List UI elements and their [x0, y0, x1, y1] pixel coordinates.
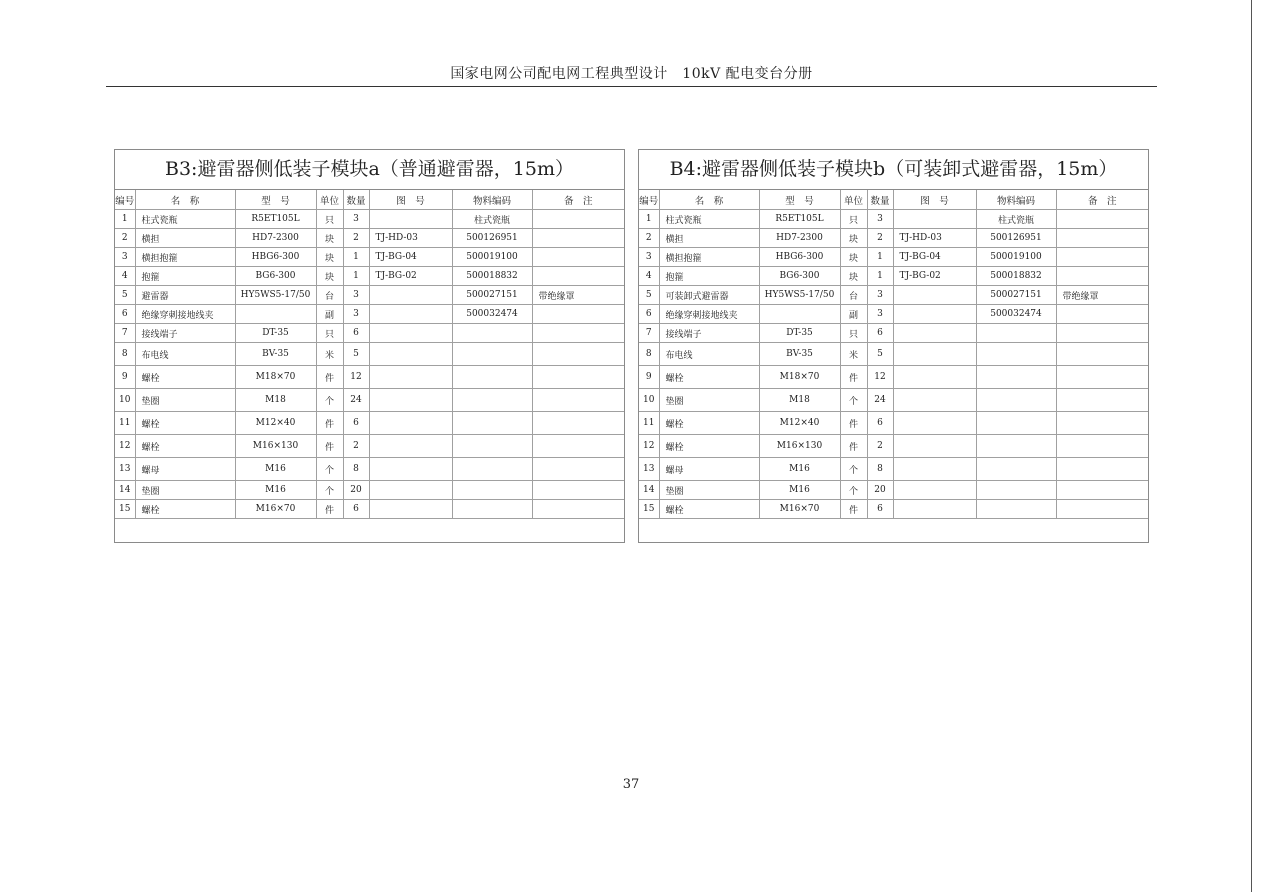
col-index: 9: [115, 366, 135, 389]
col-material-code: 500027151: [976, 286, 1056, 305]
col-material-code: [976, 500, 1056, 519]
col-drawing-no: [369, 412, 452, 435]
col-remark: [1056, 267, 1148, 286]
col-material-code: [452, 435, 532, 458]
col-remark: [1056, 500, 1148, 519]
col-drawing-no: [369, 210, 452, 229]
col-drawing-no: [893, 458, 976, 481]
col-unit: 个: [316, 389, 343, 412]
table-row: [115, 324, 624, 343]
col-name: 横担: [659, 229, 759, 248]
col-index: 7: [115, 324, 135, 343]
col-quantity: 12: [343, 366, 369, 389]
col-remark: [1056, 210, 1148, 229]
col-model: DT-35: [235, 324, 316, 343]
col-model: M16: [759, 481, 840, 500]
col-drawing-no: [369, 500, 452, 519]
col-unit: 米: [840, 343, 867, 366]
module-title: B4:避雷器侧低装子模块b（可装卸式避雷器，15m）: [639, 150, 1148, 190]
header-col-remark: 备 注: [1056, 190, 1148, 210]
header-col-remark: 备 注: [532, 190, 624, 210]
header-col-model: 型 号: [235, 190, 316, 210]
table-row: [115, 481, 624, 500]
col-material-code: 500126951: [976, 229, 1056, 248]
table-row: [639, 305, 1148, 324]
col-index: 14: [115, 481, 135, 500]
col-material-code: [452, 324, 532, 343]
col-material-code: 500019100: [452, 248, 532, 267]
col-name: 柱式瓷瓶: [135, 210, 235, 229]
col-quantity: 6: [867, 324, 893, 343]
col-model: BG6-300: [235, 267, 316, 286]
col-index: 4: [639, 267, 659, 286]
header-col-material-code: 物料编码: [976, 190, 1056, 210]
col-remark: [532, 500, 624, 519]
table-row: [639, 324, 1148, 343]
col-remark: [1056, 229, 1148, 248]
col-quantity: 3: [343, 210, 369, 229]
table-row: [639, 267, 1148, 286]
col-model: R5ET105L: [759, 210, 840, 229]
col-index: 7: [639, 324, 659, 343]
col-quantity: 1: [867, 267, 893, 286]
col-drawing-no: [369, 458, 452, 481]
col-remark: [532, 412, 624, 435]
col-drawing-no: [893, 210, 976, 229]
col-model: M16: [759, 458, 840, 481]
col-remark: [532, 366, 624, 389]
col-unit: 件: [316, 366, 343, 389]
col-remark: [532, 229, 624, 248]
table-row: [639, 343, 1148, 366]
col-drawing-no: [369, 389, 452, 412]
col-material-code: 柱式瓷瓶: [452, 210, 532, 229]
col-material-code: [976, 343, 1056, 366]
col-quantity: 1: [343, 248, 369, 267]
col-unit: 只: [316, 324, 343, 343]
table-row: [115, 412, 624, 435]
col-unit: 件: [316, 435, 343, 458]
col-quantity: 3: [343, 286, 369, 305]
col-index: 9: [639, 366, 659, 389]
col-unit: 块: [840, 229, 867, 248]
table-row: [115, 286, 624, 305]
header-col-unit: 单位: [840, 190, 867, 210]
table-row: [639, 389, 1148, 412]
col-unit: 件: [840, 412, 867, 435]
col-quantity: 20: [343, 481, 369, 500]
col-name: 螺栓: [659, 412, 759, 435]
col-name: 绝缘穿刺接地线夹: [135, 305, 235, 324]
col-remark: [532, 435, 624, 458]
col-model: M12×40: [235, 412, 316, 435]
col-material-code: 500019100: [976, 248, 1056, 267]
col-index: 12: [639, 435, 659, 458]
table-row: [115, 389, 624, 412]
col-drawing-no: [369, 435, 452, 458]
col-index: 5: [115, 286, 135, 305]
col-drawing-no: [893, 305, 976, 324]
table-row: [115, 366, 624, 389]
col-name: 抱箍: [659, 267, 759, 286]
col-remark: [1056, 481, 1148, 500]
col-drawing-no: [893, 343, 976, 366]
col-material-code: [452, 458, 532, 481]
table-row: [115, 229, 624, 248]
page-header: 国家电网公司配电网工程典型设计 10kV 配电变台分册: [106, 64, 1157, 87]
col-quantity: 3: [867, 305, 893, 324]
header-col-index: 编号: [639, 190, 659, 210]
table-row: [639, 286, 1148, 305]
col-quantity: 24: [867, 389, 893, 412]
col-name: 布电线: [135, 343, 235, 366]
col-name: 垫圈: [659, 389, 759, 412]
col-drawing-no: [369, 324, 452, 343]
col-drawing-no: [893, 286, 976, 305]
col-drawing-no: [369, 305, 452, 324]
col-material-code: [976, 389, 1056, 412]
page-number: 37: [622, 777, 640, 792]
col-remark: [1056, 248, 1148, 267]
col-unit: 只: [316, 210, 343, 229]
col-unit: 件: [840, 500, 867, 519]
col-quantity: 3: [867, 210, 893, 229]
header-col-drawing-no: 图 号: [369, 190, 452, 210]
col-unit: 个: [840, 389, 867, 412]
col-drawing-no: TJ-BG-02: [893, 267, 976, 286]
col-remark: [1056, 458, 1148, 481]
col-model: BG6-300: [759, 267, 840, 286]
header-col-quantity: 数量: [343, 190, 369, 210]
col-index: 1: [115, 210, 135, 229]
col-model: DT-35: [759, 324, 840, 343]
col-material-code: [976, 366, 1056, 389]
col-remark: [1056, 366, 1148, 389]
col-material-code: [976, 412, 1056, 435]
col-name: 螺栓: [135, 500, 235, 519]
col-quantity: 2: [867, 229, 893, 248]
col-material-code: 500018832: [452, 267, 532, 286]
col-model: HY5WS5-17/50: [235, 286, 316, 305]
col-drawing-no: TJ-BG-04: [369, 248, 452, 267]
module-table-b4: [638, 149, 1149, 543]
col-index: 6: [639, 305, 659, 324]
table-row: [115, 267, 624, 286]
col-model: M18: [235, 389, 316, 412]
col-material-code: 500032474: [976, 305, 1056, 324]
col-index: 1: [639, 210, 659, 229]
table-row: [639, 210, 1148, 229]
col-index: 2: [639, 229, 659, 248]
col-index: 11: [115, 412, 135, 435]
col-drawing-no: TJ-BG-04: [893, 248, 976, 267]
col-model: M18×70: [759, 366, 840, 389]
col-quantity: 6: [343, 500, 369, 519]
table-row: [639, 481, 1148, 500]
module-title: B3:避雷器侧低装子模块a（普通避雷器，15m）: [115, 150, 624, 190]
table-row: [115, 248, 624, 267]
col-name: 螺栓: [135, 366, 235, 389]
col-drawing-no: [369, 481, 452, 500]
col-index: 15: [639, 500, 659, 519]
col-index: 2: [115, 229, 135, 248]
col-index: 3: [639, 248, 659, 267]
col-remark: [532, 305, 624, 324]
col-quantity: 8: [867, 458, 893, 481]
col-name: 螺栓: [135, 412, 235, 435]
col-index: 13: [115, 458, 135, 481]
col-drawing-no: TJ-HD-03: [893, 229, 976, 248]
col-unit: 个: [316, 458, 343, 481]
col-model: M16: [235, 458, 316, 481]
col-quantity: 6: [867, 412, 893, 435]
col-material-code: 500032474: [452, 305, 532, 324]
col-drawing-no: TJ-HD-03: [369, 229, 452, 248]
col-name: 柱式瓷瓶: [659, 210, 759, 229]
col-material-code: [976, 458, 1056, 481]
col-index: 6: [115, 305, 135, 324]
col-remark: [1056, 435, 1148, 458]
col-model: M16×70: [235, 500, 316, 519]
col-quantity: 6: [343, 412, 369, 435]
col-unit: 只: [840, 210, 867, 229]
col-name: 垫圈: [659, 481, 759, 500]
table-row: [115, 343, 624, 366]
col-drawing-no: [893, 481, 976, 500]
col-model: M16×70: [759, 500, 840, 519]
header-col-quantity: 数量: [867, 190, 893, 210]
table-row: [639, 248, 1148, 267]
col-material-code: 柱式瓷瓶: [976, 210, 1056, 229]
col-index: 10: [639, 389, 659, 412]
col-model: [235, 305, 316, 324]
col-unit: 件: [316, 500, 343, 519]
col-name: 螺栓: [659, 500, 759, 519]
col-material-code: [452, 412, 532, 435]
table-row: [115, 305, 624, 324]
table-row: [115, 210, 624, 229]
col-remark: [532, 458, 624, 481]
col-remark: 带绝缘罩: [1056, 286, 1148, 305]
col-name: 接线端子: [659, 324, 759, 343]
col-unit: 个: [316, 481, 343, 500]
col-remark: [1056, 389, 1148, 412]
col-name: 垫圈: [135, 389, 235, 412]
bill-of-materials-table: [115, 190, 624, 519]
col-unit: 个: [840, 458, 867, 481]
col-model: M18×70: [235, 366, 316, 389]
col-drawing-no: [893, 389, 976, 412]
col-quantity: 20: [867, 481, 893, 500]
col-model: M18: [759, 389, 840, 412]
col-unit: 块: [316, 267, 343, 286]
col-index: 13: [639, 458, 659, 481]
table-row: [115, 500, 624, 519]
col-unit: 件: [316, 412, 343, 435]
col-unit: 副: [316, 305, 343, 324]
col-index: 3: [115, 248, 135, 267]
col-model: M12×40: [759, 412, 840, 435]
module-table-b3: [114, 149, 625, 543]
col-remark: [532, 267, 624, 286]
page-edge-rule: [1251, 0, 1252, 892]
col-name: 横担抱箍: [135, 248, 235, 267]
col-quantity: 2: [343, 229, 369, 248]
col-quantity: 6: [867, 500, 893, 519]
table-header-row: [115, 190, 624, 210]
col-quantity: 5: [867, 343, 893, 366]
col-model: HD7-2300: [759, 229, 840, 248]
col-remark: [532, 481, 624, 500]
col-name: 接线端子: [135, 324, 235, 343]
col-remark: [532, 324, 624, 343]
header-col-drawing-no: 图 号: [893, 190, 976, 210]
col-unit: 只: [840, 324, 867, 343]
col-quantity: 1: [343, 267, 369, 286]
table-row: [639, 229, 1148, 248]
col-index: 8: [639, 343, 659, 366]
col-material-code: 500126951: [452, 229, 532, 248]
col-unit: 个: [840, 481, 867, 500]
col-unit: 副: [840, 305, 867, 324]
col-name: 螺母: [659, 458, 759, 481]
col-material-code: [452, 500, 532, 519]
table-row: [639, 366, 1148, 389]
col-model: [759, 305, 840, 324]
col-material-code: [976, 435, 1056, 458]
col-quantity: 8: [343, 458, 369, 481]
bill-of-materials-table: [639, 190, 1148, 519]
col-remark: [532, 389, 624, 412]
col-drawing-no: [893, 435, 976, 458]
col-quantity: 12: [867, 366, 893, 389]
col-material-code: [976, 324, 1056, 343]
col-material-code: 500027151: [452, 286, 532, 305]
col-name: 可装卸式避雷器: [659, 286, 759, 305]
col-drawing-no: [369, 366, 452, 389]
col-unit: 块: [840, 267, 867, 286]
col-remark: [1056, 305, 1148, 324]
col-model: BV-35: [235, 343, 316, 366]
col-index: 4: [115, 267, 135, 286]
header-col-material-code: 物料编码: [452, 190, 532, 210]
col-model: HD7-2300: [235, 229, 316, 248]
table-header-row: [639, 190, 1148, 210]
col-remark: [1056, 343, 1148, 366]
col-drawing-no: TJ-BG-02: [369, 267, 452, 286]
col-remark: [1056, 324, 1148, 343]
col-unit: 块: [316, 229, 343, 248]
col-index: 8: [115, 343, 135, 366]
col-material-code: [452, 389, 532, 412]
col-name: 绝缘穿刺接地线夹: [659, 305, 759, 324]
col-index: 12: [115, 435, 135, 458]
col-name: 螺母: [135, 458, 235, 481]
col-drawing-no: [369, 286, 452, 305]
col-quantity: 2: [343, 435, 369, 458]
col-name: 抱箍: [135, 267, 235, 286]
col-index: 11: [639, 412, 659, 435]
col-index: 14: [639, 481, 659, 500]
header-col-name: 名 称: [659, 190, 759, 210]
col-remark: [1056, 412, 1148, 435]
col-name: 避雷器: [135, 286, 235, 305]
col-quantity: 24: [343, 389, 369, 412]
col-model: HY5WS5-17/50: [759, 286, 840, 305]
col-model: BV-35: [759, 343, 840, 366]
table-row: [115, 458, 624, 481]
col-unit: 件: [840, 366, 867, 389]
col-index: 15: [115, 500, 135, 519]
col-unit: 台: [840, 286, 867, 305]
col-name: 垫圈: [135, 481, 235, 500]
col-model: R5ET105L: [235, 210, 316, 229]
header-col-unit: 单位: [316, 190, 343, 210]
col-index: 5: [639, 286, 659, 305]
col-remark: 带绝缘罩: [532, 286, 624, 305]
col-material-code: [452, 343, 532, 366]
col-model: M16×130: [759, 435, 840, 458]
col-drawing-no: [893, 324, 976, 343]
col-name: 横担抱箍: [659, 248, 759, 267]
table-row: [639, 412, 1148, 435]
col-unit: 块: [316, 248, 343, 267]
col-unit: 块: [840, 248, 867, 267]
col-remark: [532, 343, 624, 366]
col-name: 布电线: [659, 343, 759, 366]
col-quantity: 2: [867, 435, 893, 458]
col-quantity: 5: [343, 343, 369, 366]
header-col-index: 编号: [115, 190, 135, 210]
table-row: [115, 435, 624, 458]
col-material-code: [976, 481, 1056, 500]
col-drawing-no: [893, 500, 976, 519]
table-row: [639, 458, 1148, 481]
col-name: 螺栓: [659, 435, 759, 458]
col-quantity: 1: [867, 248, 893, 267]
col-material-code: 500018832: [976, 267, 1056, 286]
col-material-code: [452, 481, 532, 500]
col-material-code: [452, 366, 532, 389]
col-quantity: 6: [343, 324, 369, 343]
col-name: 螺栓: [135, 435, 235, 458]
col-model: HBG6-300: [759, 248, 840, 267]
col-name: 横担: [135, 229, 235, 248]
header-col-model: 型 号: [759, 190, 840, 210]
table-row: [639, 435, 1148, 458]
col-drawing-no: [369, 343, 452, 366]
col-model: HBG6-300: [235, 248, 316, 267]
col-unit: 台: [316, 286, 343, 305]
col-unit: 米: [316, 343, 343, 366]
col-model: M16: [235, 481, 316, 500]
col-unit: 件: [840, 435, 867, 458]
col-quantity: 3: [343, 305, 369, 324]
col-quantity: 3: [867, 286, 893, 305]
col-remark: [532, 210, 624, 229]
col-index: 10: [115, 389, 135, 412]
col-model: M16×130: [235, 435, 316, 458]
col-drawing-no: [893, 366, 976, 389]
table-row: [639, 500, 1148, 519]
col-name: 螺栓: [659, 366, 759, 389]
col-drawing-no: [893, 412, 976, 435]
header-col-name: 名 称: [135, 190, 235, 210]
col-remark: [532, 248, 624, 267]
